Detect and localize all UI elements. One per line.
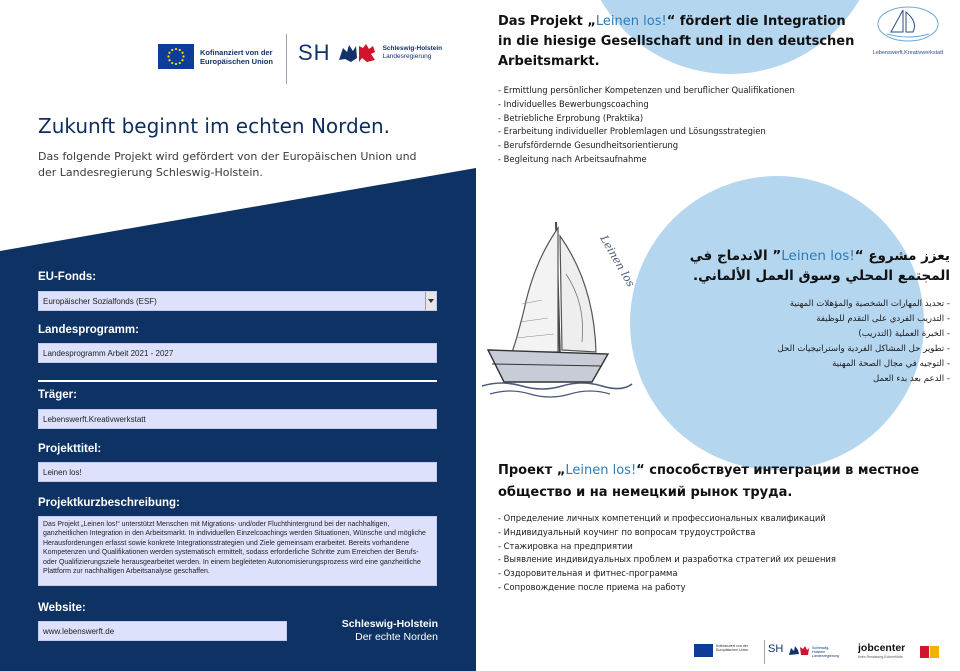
sailboat-drawing	[482, 214, 638, 404]
eu-fonds-label: EU-Fonds:	[38, 271, 97, 283]
list-russian	[498, 512, 836, 595]
boat-caption: Leinen los	[597, 233, 638, 290]
heading-russian-pre: Проект „	[498, 463, 566, 478]
eu-fonds-value: Europäischer Sozialfonds (ESF)	[43, 297, 157, 306]
page-title: Zukunft beginnt im echten Norden.	[38, 114, 391, 138]
heading-arabic-highlight: Leinen los!	[781, 248, 855, 264]
traeger-value: Lebenswerft.Kreativwerkstatt	[43, 415, 146, 424]
list-item: - Определение личных компетенций и профессиональных квалификаций	[498, 513, 826, 523]
list-item: - Individuelles Bewerbungscoaching	[498, 98, 649, 109]
list-item: - Begleitung nach Arbeitsaufnahme	[498, 153, 647, 164]
sailboat-logo-icon	[873, 4, 943, 44]
list-item: - الدعم بعد بدء العمل	[872, 374, 950, 384]
chevron-down-icon[interactable]	[425, 292, 436, 310]
funding-panel	[0, 0, 476, 671]
list-item: - Betriebliche Erprobung (Praktika)	[498, 112, 644, 123]
heading-arabic-post: ” الاندماج في المجتمع المحلي وسوق العمل الألماني.	[689, 248, 950, 284]
jobcenter-mark-icon	[920, 644, 940, 660]
projekttitel-label: Projekttitel:	[38, 443, 102, 455]
list-item: - التوجيه في مجال الصحة المهنية	[832, 359, 950, 369]
list-item: - Ermittlung persönlicher Kompetenzen und beruflicher Qualifikationen	[498, 85, 795, 95]
sh-coat-of-arms-icon	[337, 40, 379, 66]
list-arabic	[778, 297, 950, 387]
traeger-field[interactable]	[38, 409, 437, 429]
heading-arabic	[660, 246, 950, 286]
sh-letters: SH	[298, 40, 331, 65]
list-german	[498, 84, 795, 167]
heading-arabic-pre: يعزز مشروع “	[854, 248, 950, 264]
logo-divider	[286, 34, 287, 84]
sh-logo-title: Schleswig-Holstein	[382, 45, 443, 52]
traeger-label: Träger:	[38, 389, 77, 401]
heading-german-post: “ fördert die Integration in die hiesige Gesellschaft und in den deutschen Arbeitsmarkt.	[498, 14, 855, 69]
landesprogramm-field[interactable]	[38, 343, 437, 363]
eu-flag-icon	[694, 644, 713, 657]
page-subtitle: Das folgende Projekt wird gefördert von der Europäischen Union und der Landesregierung Schleswig-Holstein.	[38, 150, 417, 179]
heading-german	[498, 12, 858, 72]
list-item: - Сопровождение после приема на работу	[498, 581, 686, 592]
slogan	[342, 618, 438, 643]
slogan-line-1: Schleswig-Holstein	[341, 618, 438, 630]
project-panel	[476, 0, 960, 671]
footer-divider	[764, 640, 765, 664]
slogan-line-2: Der echte Norden	[355, 631, 438, 643]
heading-german-pre: Das Projekt „	[498, 14, 596, 29]
list-item: - الخبرة العملية (التدريب)	[858, 329, 950, 339]
projekttitel-value: Leinen los!	[43, 468, 82, 477]
landesprogramm-label: Landesprogramm:	[38, 324, 139, 336]
website-label: Website:	[38, 602, 86, 614]
heading-russian-post: “ способствует интеграции в местное общество и на немецкий рынок труда.	[498, 463, 920, 500]
jobcenter-logo: jobcenter	[858, 642, 906, 654]
list-item: - Berufsfördernde Gesundheitsorientierung	[498, 140, 679, 151]
footer-sh-letters: SH	[768, 643, 784, 655]
footer-sh-name: Schleswig-Holstein Landesregierung	[812, 646, 839, 659]
sh-logo	[298, 40, 442, 66]
list-item: - Оздоровительная и фитнес-программа	[498, 568, 678, 579]
sh-logo-name	[383, 45, 443, 61]
heading-german-highlight: Leinen los!	[595, 14, 667, 29]
lebenswerft-logo-text: Lebenswerft.Kreativwerkstatt	[872, 50, 944, 56]
landesprogramm-value: Landesprogramm Arbeit 2021 - 2027	[43, 349, 174, 358]
heading-russian-highlight: Leinen los!	[565, 463, 637, 478]
eu-logo-text: Kofinanziert von der Europäischen Union	[200, 47, 273, 66]
jobcenter-sub: Kreis Rendsburg-Eckernförde	[858, 655, 903, 659]
kurzbeschreibung-label: Projektkurzbeschreibung:	[38, 497, 180, 509]
eu-flag-icon	[158, 44, 194, 69]
projekttitel-field[interactable]	[38, 462, 437, 482]
list-item: - Erarbeitung individueller Problemlagen und Lösungsstrategien	[498, 126, 766, 137]
form-divider	[38, 380, 437, 382]
eu-fonds-select[interactable]	[38, 291, 437, 311]
list-item: - التدريب الفردي على التقدم للوظيفة	[816, 314, 950, 324]
list-item: - Выявление индивидуальных проблем и разработка стратегий их решения	[498, 554, 836, 565]
footer-eu-text: Kofinanziert von der Europäischen Union	[716, 644, 749, 653]
sh-coat-of-arms-icon	[788, 644, 810, 658]
footer-logos	[694, 638, 960, 666]
list-item: - تحديد المهارات الشخصية والمؤهلات المهنية	[789, 299, 950, 309]
list-item: - Стажировка на предприятии	[498, 540, 633, 551]
list-item: - Индивидуальный коучинг по вопросам трудоустройства	[498, 526, 756, 537]
lebenswerft-logo	[862, 4, 954, 56]
sh-logo-sub: Landesregierung	[382, 53, 432, 60]
heading-russian	[498, 460, 938, 504]
list-item: - تطوير حل المشاكل الفردية واستراتيجيات الحل	[777, 344, 950, 354]
website-field[interactable]: www.lebenswerft.de	[38, 621, 287, 641]
kurzbeschreibung-field[interactable]: Das Projekt „Leinen los!“ unterstützt Menschen mit Migrations- und/oder Fluchthintergrund bei der nachhaltigen, ganzheitlichen Integration in den Arbeitsmarkt. In individuellen Einzelcoachings werden Situationen, Wünsche und mögliche Herausforderungen erfasst sowie konkrete Integrationsstrategien und Ziele gemeinsam erarbeitet. Bereits vorhandene Kompetenzen und Qualifikationen werden systematisch ermittelt, sodass erforderliche Schritte zum Erreichen der Berufs- oder Qualifizierungsziele herausgearbeitet werden. In einem begleiteten Autonomisierungsprozess wird eine ganzheitliche Plattform zur nachhaltigen Arbeitsanalyse geschaffen.	[38, 516, 437, 586]
eu-logo	[158, 44, 284, 69]
